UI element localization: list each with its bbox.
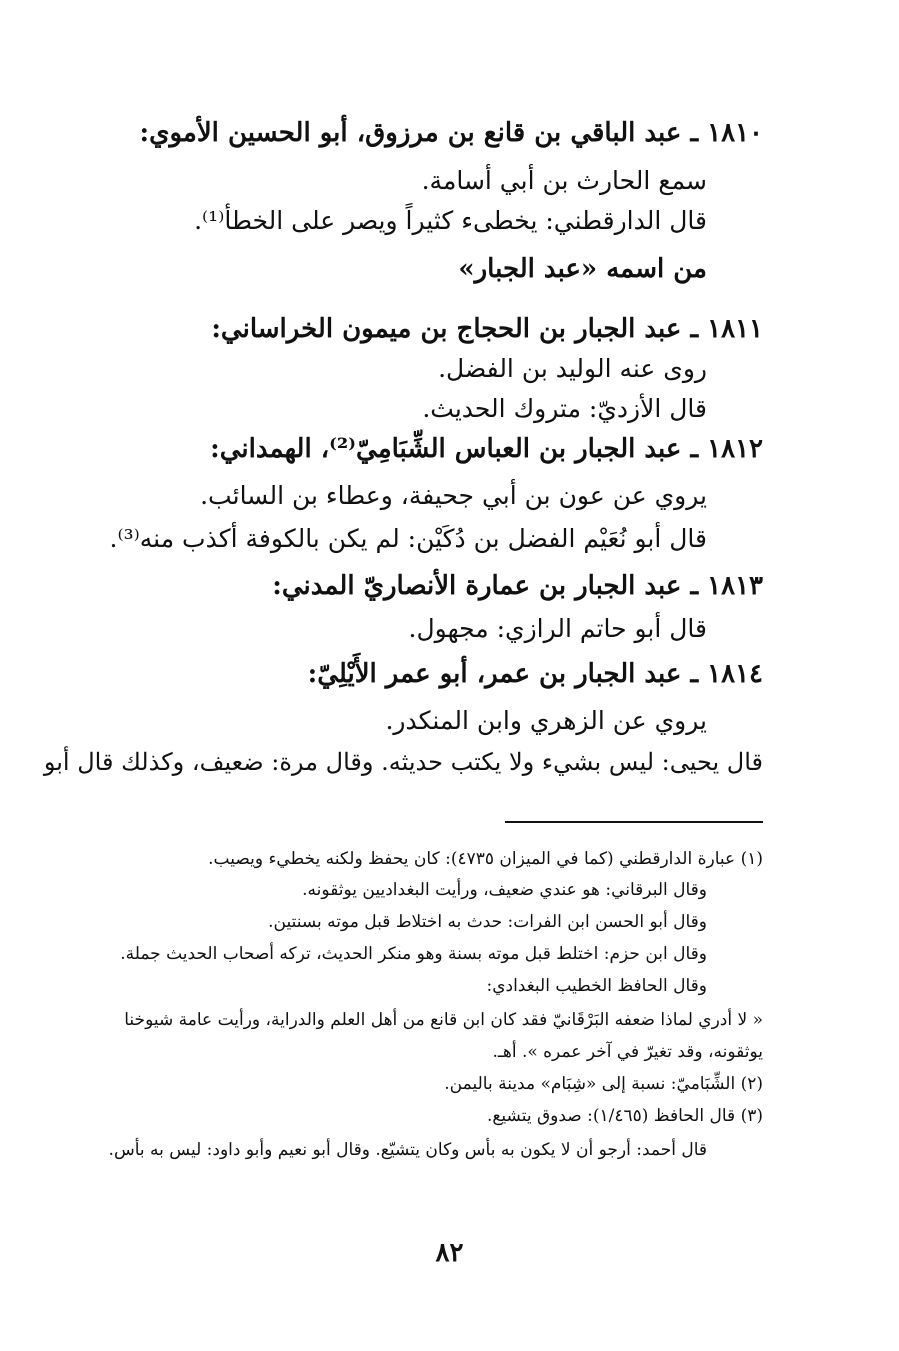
footnote-3-line-1: (٣) قال الحافظ (١/٤٦٥): صدوق يتشيع. <box>486 1106 763 1126</box>
entry-1812-line-1: يروي عن عون بن أبي جحيفة، وعطاء بن السائب. <box>200 481 707 510</box>
footnote-1-line-2: وقال البرقاني: هو عندي ضعيف، ورأيت البغداديين يوثقونه. <box>302 880 707 900</box>
entry-1813-title: ١٨١٣ ـ عبد الجبار بن عمارة الأنصاريّ المدني: <box>272 571 763 601</box>
footnote-1-line-4: وقال ابن حزم: اختلط قبل موته بسنة وهو منكر الحديث، تركه أصحاب الحديث جملة. <box>120 944 707 964</box>
entry-1810-line-1: سمع الحارث بن أبي أسامة. <box>421 166 707 195</box>
entry-1813-line-1: قال أبو حاتم الرازي: مجهول. <box>408 614 707 643</box>
footnote-3-line-2: قال أحمد: أرجو أن لا يكون به بأس وكان يتشيّع. وقال أبو نعيم وأبو داود: ليس به بأس. <box>108 1140 707 1160</box>
entry-1811-line-2: قال الأزديّ: متروك الحديث. <box>422 394 707 423</box>
footnote-1-line-5: وقال الحافظ الخطيب البغدادي: <box>486 976 707 996</box>
entry-1814-title: ١٨١٤ ـ عبد الجبار بن عمر، أبو عمر الأَيْلِيّ: <box>307 659 763 689</box>
footnote-2: (٢) الشِّبَاميّ: نسبة إلى «شِبَام» مدينة باليمن. <box>444 1074 763 1094</box>
footnote-1-line-6: « لا أدري لماذا ضعفه البَرْقَانيّ فقد كان ابن قانع من أهل العلم والدراية، ورأيت عامة شيوخنا <box>124 1010 763 1030</box>
entry-1814-line-1: يروي عن الزهري وابن المنكدر. <box>385 706 707 735</box>
footnote-separator <box>505 821 763 823</box>
entry-1812-title: ١٨١٢ ـ عبد الجبار بن العباس الشِّبَامِيّ⁽²⁾، الهمداني: <box>210 434 763 464</box>
entry-1812-line-2: قال أبو نُعَيْم الفضل بن دُكَيْن: لم يكن بالكوفة أكذب منه⁽³⁾. <box>109 524 707 553</box>
section-heading: من اسمه «عبد الجبار» <box>458 254 707 284</box>
entry-1814-line-2: قال يحيى: ليس بشيء ولا يكتب حديثه. وقال مرة: ضعيف، وكذلك قال أبو <box>43 748 763 776</box>
entry-1811-line-1: روى عنه الوليد بن الفضل. <box>438 354 707 383</box>
entry-1810-line-2: قال الدارقطني: يخطىء كثيراً ويصر على الخطأ⁽¹⁾. <box>194 206 707 235</box>
footnote-1-line-3: وقال أبو الحسن ابن الفرات: حدث به اختلاط قبل موته بسنتين. <box>268 912 707 932</box>
page-number: ٨٢ <box>435 1238 464 1268</box>
entry-1810-title: ١٨١٠ ـ عبد الباقي بن قانع بن مرزوق، أبو الحسين الأموي: <box>139 118 763 148</box>
entry-1811-title: ١٨١١ ـ عبد الجبار بن الحجاج بن ميمون الخراساني: <box>211 314 763 344</box>
footnote-1-line-1: (١) عبارة الدارقطني (كما في الميزان ٤٧٣٥): كان يحفظ ولكنه يخطيء ويصيب. <box>208 849 763 869</box>
footnote-1-line-7: يوثقونه، وقد تغيرّ في آخر عمره ». أهـ. <box>492 1042 763 1062</box>
